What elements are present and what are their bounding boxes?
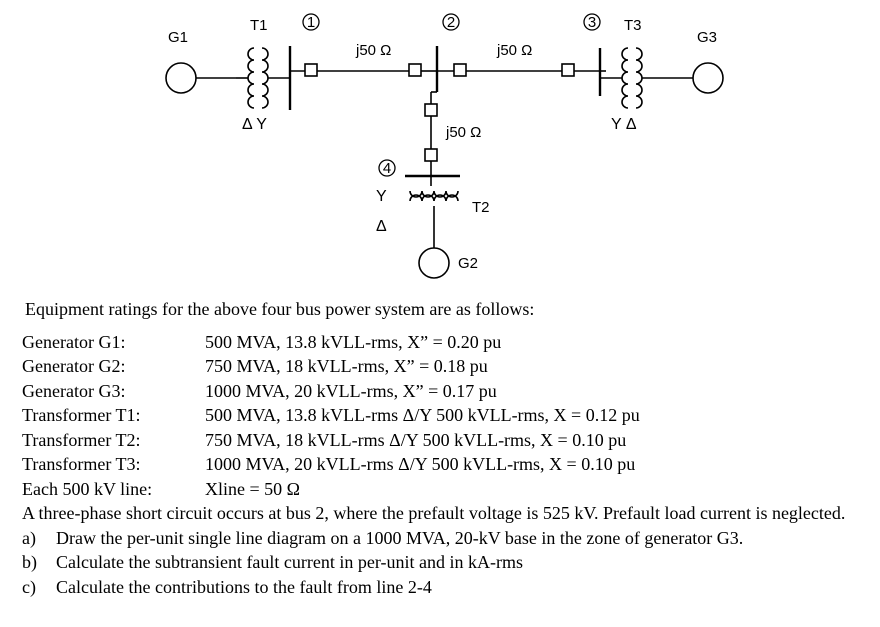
rating-row [22,428,872,453]
transformer-t1-label: T1 [250,17,268,34]
breaker-line24-a [425,104,437,116]
rating-value: 500 MVA, 13.8 kVLL-rms Δ/Y 500 kVLL-rms, X = 0.12 pu [205,405,640,425]
generator-g2-label: G2 [458,255,479,272]
transformer-t3-label: T3 [624,17,642,34]
generator-g1-label: G1 [168,29,189,46]
rating-label: Generator G3: [22,380,126,401]
breaker-line24-b [425,149,437,161]
rating-value: 750 MVA, 18 kVLL-rms Δ/Y 500 kVLL-rms, X = 0.10 pu [205,429,627,450]
rating-label: Each 500 kV line: [22,478,153,499]
transformer-t2 [376,176,490,248]
bus-3-marker [584,14,600,31]
breaker-line23-a [454,64,466,76]
line-2-3-impedance: j50 Ω [497,42,533,59]
rating-value: 750 MVA, 18 kVLL-rms, X” = 0.18 pu [205,356,488,376]
breaker-line12-b [409,64,421,76]
generator-g3-label: G3 [697,29,718,46]
rating-row [22,477,872,502]
generator-g2 [419,248,478,278]
generator-g3 [693,29,723,93]
transformer-t1-connection: Δ Y [242,116,267,133]
bus-1-number: 1 [306,14,316,31]
rating-row [22,330,872,355]
rating-value: 500 MVA, 13.8 kVLL-rms, X” = 0.20 pu [205,331,502,352]
rating-value: Xline = 50 Ω [205,478,301,499]
rating-row [22,452,872,477]
breaker-line23-b [562,64,574,76]
question-key: c) [22,576,36,597]
transformer-t2-connection-top: Y [376,188,387,205]
rating-value: 1000 MVA, 20 kVLL-rms Δ/Y 500 kVLL-rms, X = 0.10 pu [205,454,636,474]
question-text: Calculate the subtransient fault current in per-unit and in kA-rms [56,552,523,572]
bus-2-marker [443,14,459,31]
line-2-4-impedance: j50 Ω [446,124,482,141]
bus-1-marker [303,14,319,31]
problem-text [22,297,872,599]
questions-list [22,526,872,600]
rating-label: Transformer T3: [22,454,141,474]
question-text: Calculate the contributions to the fault from line 2-4 [56,576,432,597]
question-item [22,550,872,575]
breaker-line12-a [305,64,317,76]
rating-row [22,379,872,404]
rating-value: 1000 MVA, 20 kVLL-rms, X” = 0.17 pu [205,380,497,401]
transformer-t1 [236,17,290,133]
rating-label: Generator G1: [22,331,126,352]
rating-row [22,403,872,428]
power-system-one-line-diagram [0,0,880,290]
transformer-t2-connection-bottom: Δ [376,218,387,235]
transformer-t2-label: T2 [472,199,490,216]
question-item [22,526,872,551]
ratings-list [22,330,872,502]
bus-2-number: 2 [446,14,456,31]
bus-3-number: 3 [587,14,597,31]
rating-label: Transformer T2: [22,429,141,450]
bus-4-marker [379,160,395,177]
question-key: a) [22,527,36,548]
problem-statement: A three-phase short circuit occurs at bus 2, where the prefault voltage is 525 kV. Prefault load current is neglected. [22,503,846,523]
question-item [22,575,872,600]
generator-g1 [166,29,196,93]
question-text: Draw the per-unit single line diagram on a 1000 MVA, 20-kV base in the zone of generator G3. [56,527,744,548]
rating-label: Generator G2: [22,356,126,376]
question-key: b) [22,552,37,572]
bus-4-number: 4 [382,160,392,177]
intro-text: Equipment ratings for the above four bus power system are as follows: [25,299,535,319]
rating-row [22,354,872,379]
transformer-t3 [600,17,693,133]
line-1-2-impedance: j50 Ω [356,42,392,59]
transformer-t3-connection: Y Δ [611,116,637,133]
rating-label: Transformer T1: [22,405,141,425]
